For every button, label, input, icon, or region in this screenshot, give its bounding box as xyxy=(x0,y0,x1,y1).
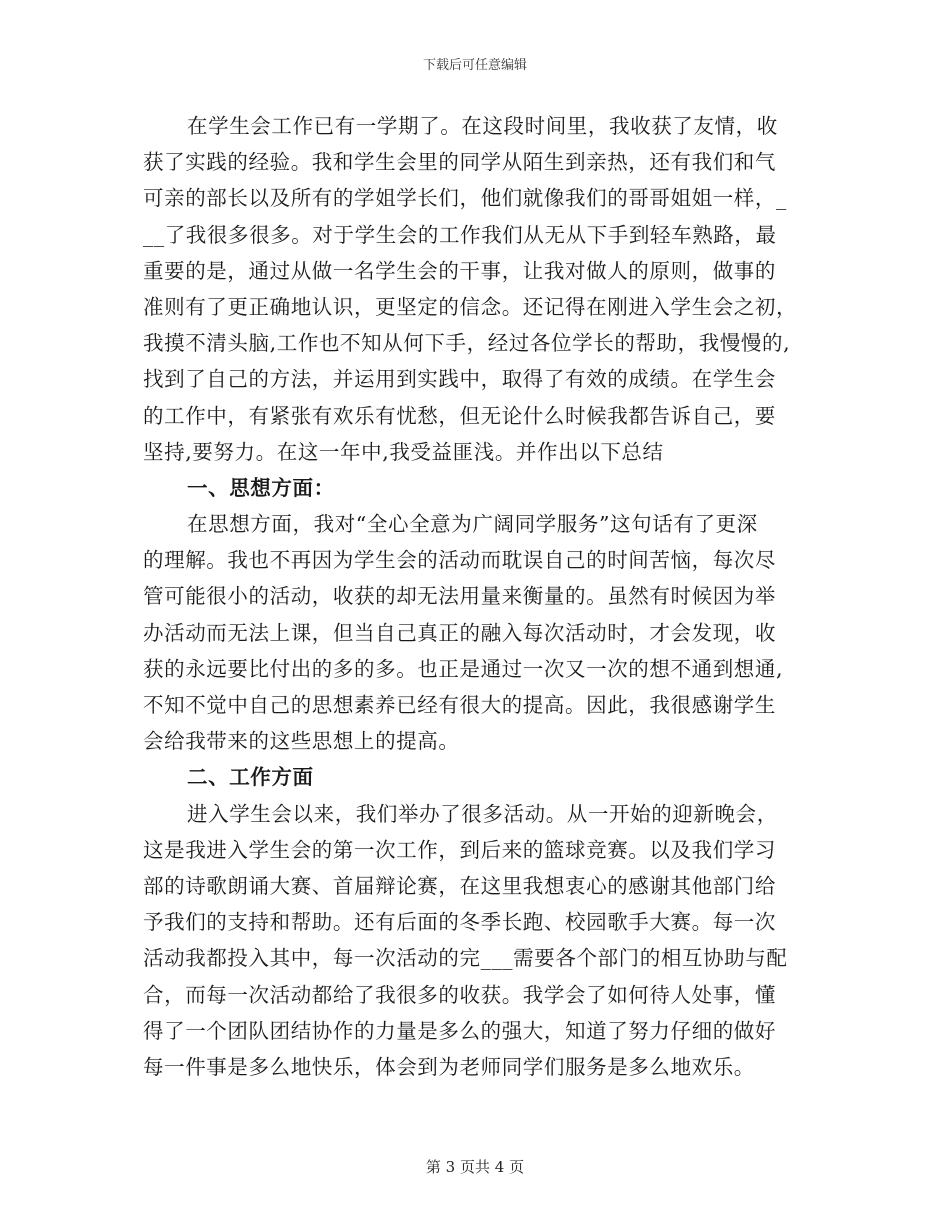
page-footer: 第 3 页共 4 页 xyxy=(425,1158,525,1176)
text-line: 在学生会工作已有一学期了。在这段时间里，我收获了友情，收 xyxy=(187,114,778,138)
text-line: 办活动而无法上课，但当自己真正的融入每次活动时，才会发现，收 xyxy=(143,620,776,645)
text-line: 这是我进入学生会的第一次工作，到后来的篮球竞赛。以及我们学习 xyxy=(143,837,776,862)
text-line: 每一件事是多么地快乐，体会到为老师同学们服务是多么地欢乐。 xyxy=(143,1054,755,1079)
text-line: 活动我都投入其中，每一次活动的完___需要各个部门的相互协助与配 xyxy=(143,946,788,971)
text-line: 进入学生会以来，我们举办了很多活动。从一开始的迎新晚会， xyxy=(187,801,778,826)
text-line: 可亲的部长以及所有的学姐学长们，他们就像我们的哥哥姐姐一样，_ xyxy=(143,186,787,211)
text-line: 在思想方面，我对“全心全意为广阔同学服务”这句话有了更深 xyxy=(187,512,758,537)
text-line: 部的诗歌朗诵大赛、首届辩论赛，在这里我想衷心的感谢其他部门给 xyxy=(143,873,776,898)
section-heading-thought: 一、思想方面： xyxy=(187,475,335,500)
document-body xyxy=(143,108,807,1085)
page-header: 下载后可任意编辑 xyxy=(422,58,527,73)
paragraph-work xyxy=(143,796,807,1086)
text-line: 予我们的支持和帮助。还有后面的冬季长跑、校园歌手大赛。每一次 xyxy=(143,910,776,935)
section-heading-work: 二、工作方面 xyxy=(187,765,314,790)
text-line: 的工作中，有紧张有欢乐有忧愁，但无论什么时候我都告诉自己，要 xyxy=(143,403,776,428)
text-line: __了我很多很多。对于学生会的工作我们从无从下手到轻车熟路，最 xyxy=(143,222,777,247)
text-line: 获了实践的经验。我和学生会里的同学从陌生到亲热，还有我们和气 xyxy=(143,150,776,175)
text-line: 合，而每一次活动都给了我很多的收获。我学会了如何待人处事，懂 xyxy=(143,982,776,1007)
text-line: 坚持,要努力。在这一年中,我受益匪浅。并作出以下总结 xyxy=(143,439,664,464)
text-line: 的理解。我也不再因为学生会的活动而耽误自己的时间苦恼，每次尽 xyxy=(143,548,776,573)
text-line: 获的永远要比付出的多的多。也正是通过一次又一次的想不通到想通, xyxy=(143,656,784,681)
text-line: 准则有了更正确地认识，更坚定的信念。还记得在刚进入学生会之初， xyxy=(143,294,798,319)
paragraph-intro xyxy=(143,108,807,470)
text-line: 管可能很小的活动，收获的却无法用量来衡量的。虽然有时候因为举 xyxy=(143,584,776,609)
text-line: 得了一个团队团结协作的力量是多么的强大，知道了努力仔细的做好 xyxy=(143,1018,776,1043)
text-line: 找到了自己的方法，并运用到实践中，取得了有效的成绩。在学生会 xyxy=(143,367,776,392)
text-line: 会给我带来的这些思想上的提高。 xyxy=(143,729,460,754)
paragraph-thought xyxy=(143,506,807,759)
text-line: 重要的是，通过从做一名学生会的干事，让我对做人的原则，做事的 xyxy=(143,258,776,283)
text-line: 我摸不清头脑,工作也不知从何下手，经过各位学长的帮助，我慢慢的, xyxy=(143,331,791,356)
text-line: 不知不觉中自己的思想素养已经有很大的提高。因此，我很感谢学生 xyxy=(143,693,776,717)
